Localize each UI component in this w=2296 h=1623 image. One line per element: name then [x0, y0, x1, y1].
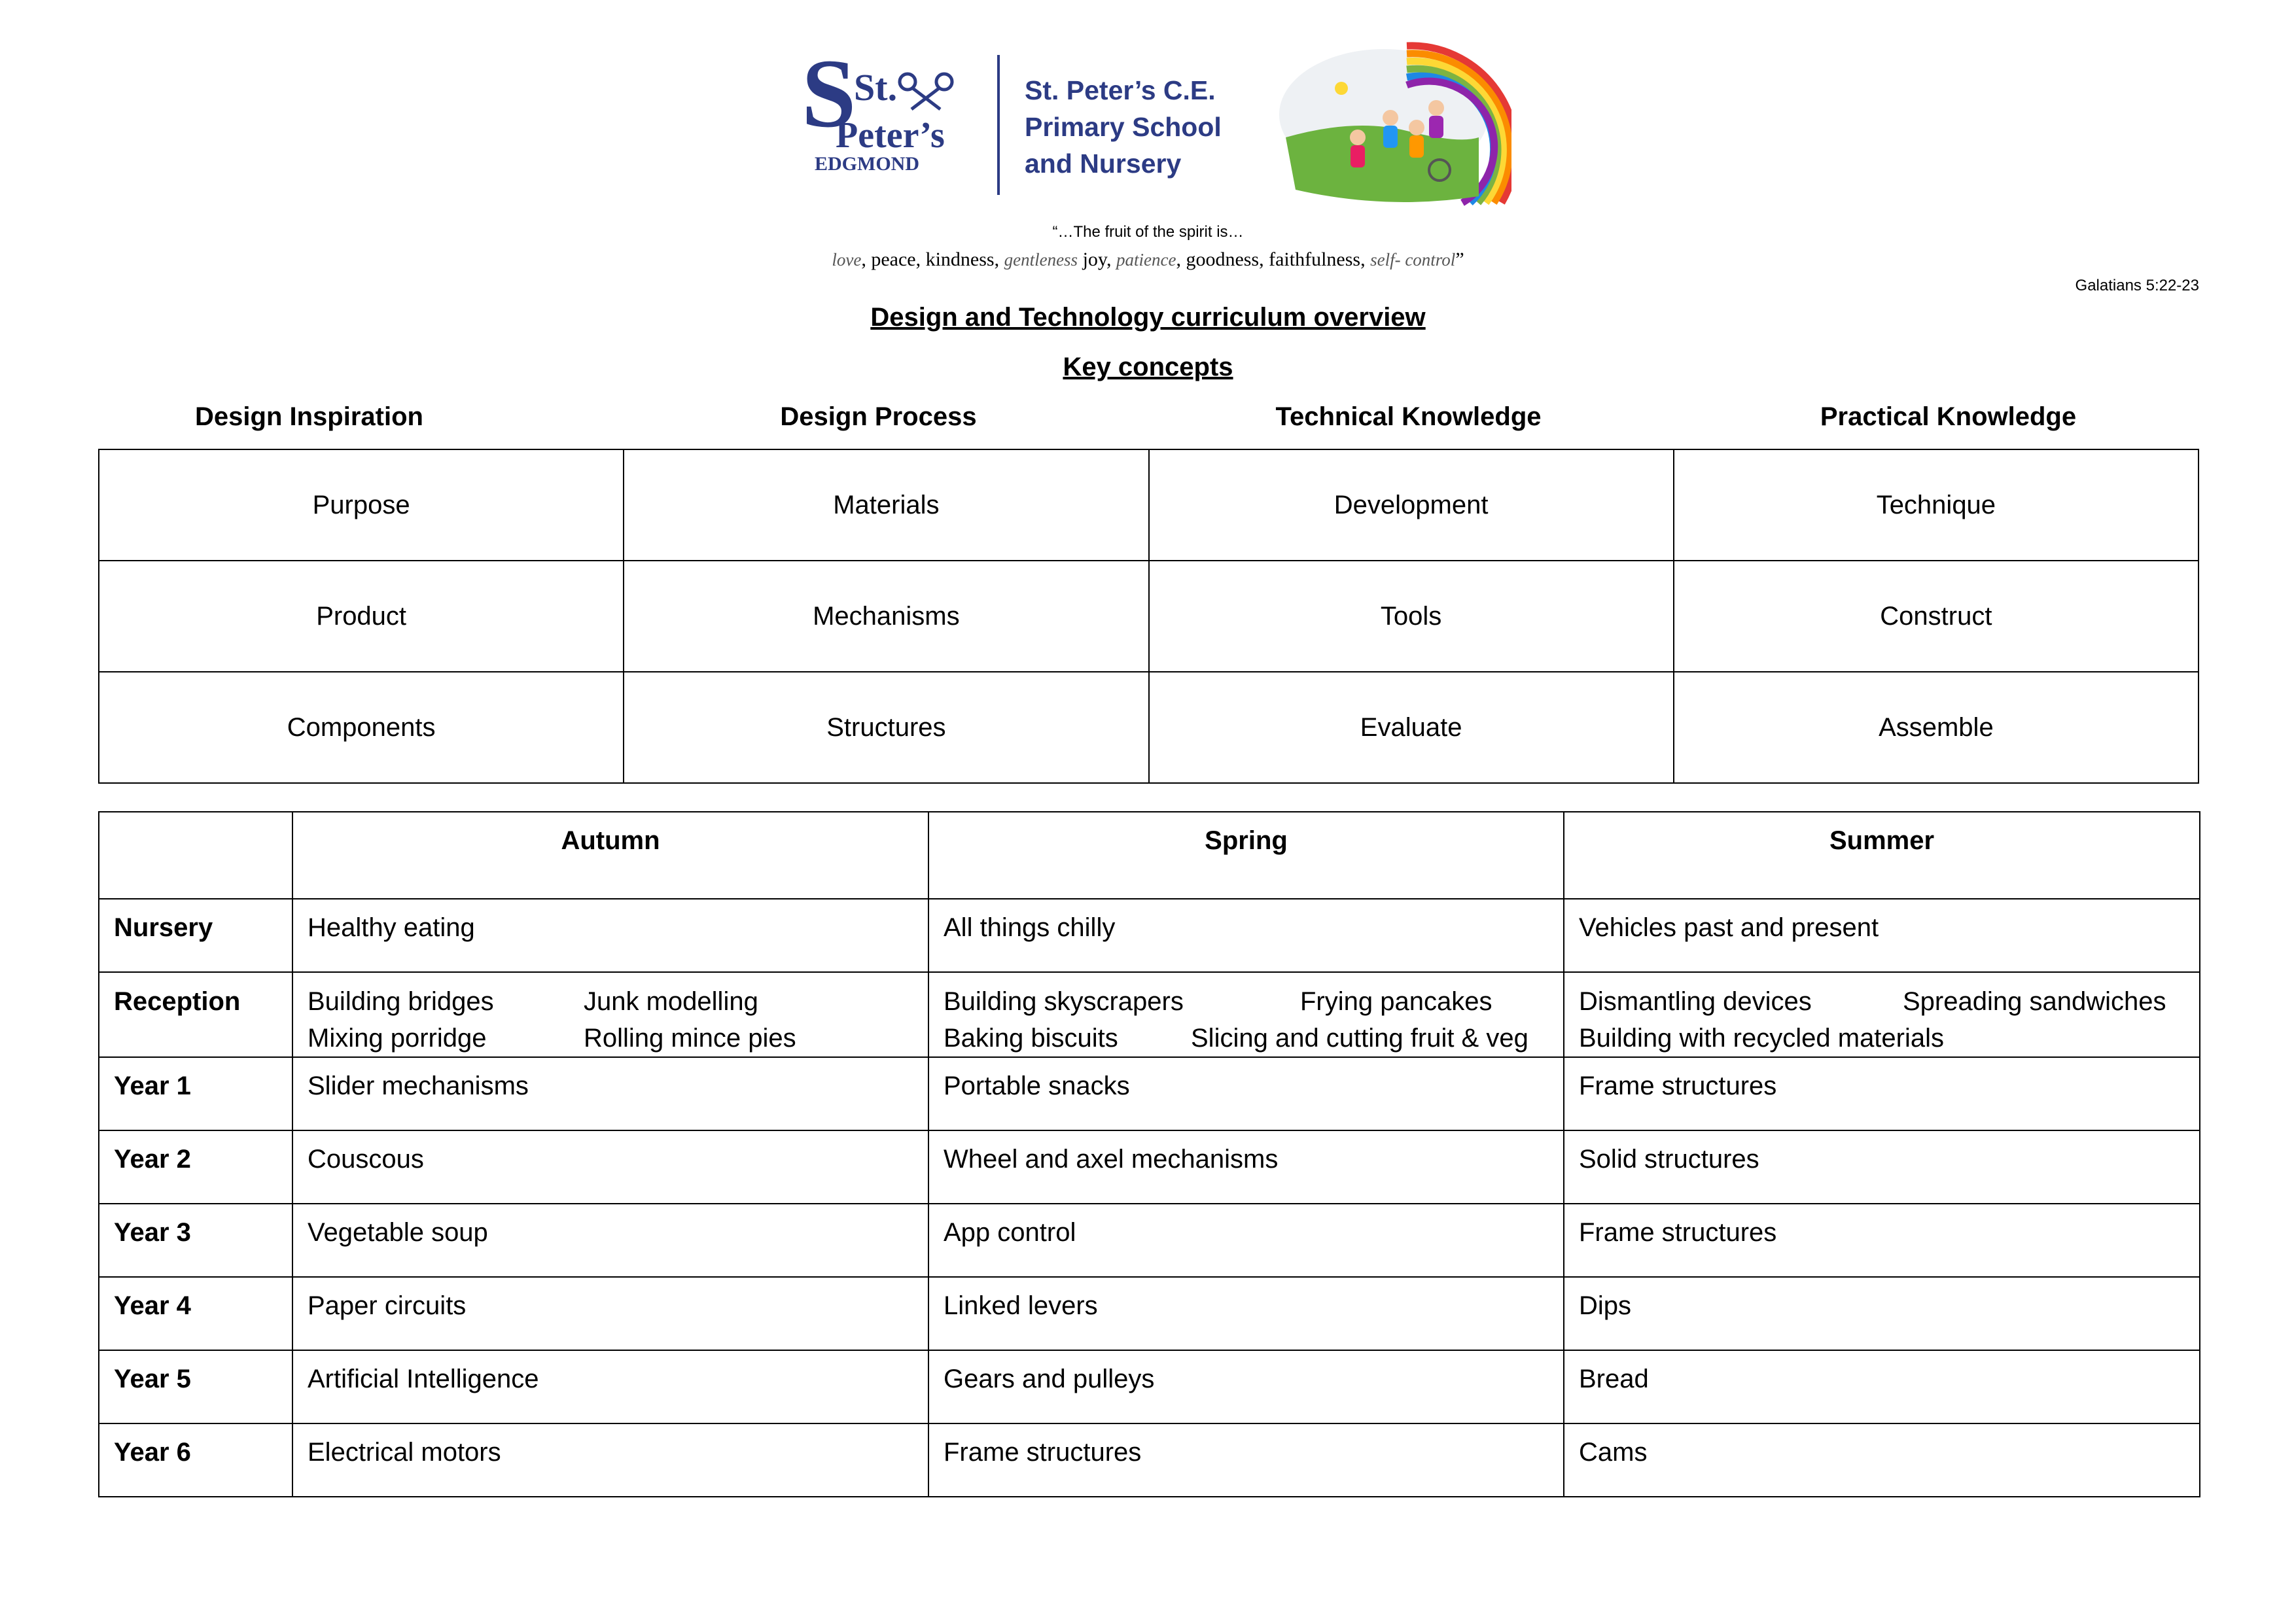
concept-cell: Development — [1149, 449, 1674, 561]
children-rainbow-illustration — [1276, 39, 1511, 211]
spring-cell: App control — [928, 1204, 1564, 1277]
logo-text-st: St. — [854, 66, 898, 109]
year-label: Year 1 — [99, 1057, 292, 1130]
cell-line — [1579, 1020, 2186, 1056]
concept-cell: Evaluate — [1149, 672, 1674, 783]
quote-part: self- control — [1370, 250, 1456, 270]
concept-cell: Tools — [1149, 561, 1674, 672]
concept-heading-practical-knowledge: Practical Knowledge — [1820, 402, 2077, 431]
autumn-cell: Paper circuits — [292, 1277, 928, 1350]
header-cell-empty — [99, 812, 292, 899]
spring-cell — [928, 972, 1564, 1057]
spring-cell: All things chilly — [928, 899, 1564, 972]
cell-line — [944, 983, 1550, 1020]
header-cell-spring: Spring — [928, 812, 1564, 899]
school-name-line-1: St. Peter’s C.E. — [1025, 75, 1216, 105]
year-label: Nursery — [99, 899, 292, 972]
concepts-row — [99, 449, 2199, 561]
summer-cell: Vehicles past and present — [1564, 899, 2200, 972]
cell-item: Baking biscuits — [944, 1024, 1118, 1053]
autumn-cell: Artificial Intelligence — [292, 1350, 928, 1423]
school-name-line-2: Primary School — [1025, 112, 1222, 142]
cell-item: Slicing and cutting fruit & veg — [1191, 1024, 1528, 1053]
cell-item: Rolling mince pies — [584, 1024, 796, 1053]
concept-cell: Components — [99, 672, 624, 783]
year-label: Year 6 — [99, 1423, 292, 1497]
table-row — [99, 1423, 2200, 1497]
table-row — [99, 1350, 2200, 1423]
st-peters-logo — [788, 36, 965, 183]
school-name-line-3: and Nursery — [1025, 148, 1182, 179]
year-label: Year 3 — [99, 1204, 292, 1277]
summer-cell — [1564, 972, 2200, 1057]
concept-cell: Purpose — [99, 449, 624, 561]
section-title-key-concepts: Key concepts — [1063, 353, 1233, 381]
concepts-row — [99, 561, 2199, 672]
cell-item: Building bridges — [308, 987, 494, 1016]
terms-header-row — [99, 812, 2200, 899]
summer-cell: Bread — [1564, 1350, 2200, 1423]
summer-cell: Frame structures — [1564, 1204, 2200, 1277]
concept-cell: Structures — [624, 672, 1148, 783]
table-row — [99, 1130, 2200, 1204]
key-concepts-table — [98, 449, 2199, 784]
year-label: Reception — [99, 972, 292, 1057]
bible-citation: Galatians 5:22-23 — [2075, 277, 2199, 294]
table-row — [99, 1057, 2200, 1130]
term-overview-table — [98, 811, 2200, 1497]
cell-item: Building with recycled materials — [1579, 1024, 1945, 1053]
quote-part: gentleness — [1004, 250, 1078, 270]
concept-heading-design-process: Design Process — [780, 402, 977, 431]
summer-cell: Dips — [1564, 1277, 2200, 1350]
cell-line — [1579, 983, 2186, 1020]
table-row — [99, 972, 2200, 1057]
quote-part: ” — [1455, 249, 1464, 270]
concept-cell: Materials — [624, 449, 1148, 561]
logo-letter-s: S — [802, 39, 857, 148]
year-label: Year 4 — [99, 1277, 292, 1350]
spring-cell: Wheel and axel mechanisms — [928, 1130, 1564, 1204]
quote-part: , goodness, faithfulness, — [1176, 249, 1371, 270]
cell-line — [944, 1020, 1550, 1056]
autumn-cell: Vegetable soup — [292, 1204, 928, 1277]
concept-cell: Assemble — [1674, 672, 2199, 783]
concept-heading-design-inspiration: Design Inspiration — [195, 402, 423, 431]
autumn-cell: Slider mechanisms — [292, 1057, 928, 1130]
year-label: Year 2 — [99, 1130, 292, 1204]
table-row — [99, 899, 2200, 972]
cell-item: Dismantling devices — [1579, 987, 1812, 1016]
quote-line-2 — [0, 247, 2296, 272]
quote-part: , peace, kindness, — [861, 249, 1004, 270]
spring-cell: Linked levers — [928, 1277, 1564, 1350]
concept-cell: Mechanisms — [624, 561, 1148, 672]
autumn-cell: Healthy eating — [292, 899, 928, 972]
quote-line-1: “…The fruit of the spirit is… — [1052, 223, 1244, 241]
summer-cell: Frame structures — [1564, 1057, 2200, 1130]
concept-cell: Construct — [1674, 561, 2199, 672]
logo-divider — [997, 55, 1000, 195]
cell-item: Spreading sandwiches — [1903, 987, 2166, 1016]
header-cell-summer: Summer — [1564, 812, 2200, 899]
summer-cell: Cams — [1564, 1423, 2200, 1497]
crossed-keys-icon — [900, 74, 952, 109]
logo-text-peters: Peter’s — [836, 115, 945, 156]
concept-heading-technical-knowledge: Technical Knowledge — [1275, 402, 1542, 431]
logo-text-edgmond: EDGMOND — [815, 153, 919, 175]
summer-cell: Solid structures — [1564, 1130, 2200, 1204]
cell-item: Frying pancakes — [1300, 987, 1492, 1016]
table-row — [99, 1277, 2200, 1350]
quote-part: love — [832, 250, 862, 270]
sun-icon — [1335, 82, 1348, 95]
autumn-cell: Electrical motors — [292, 1423, 928, 1497]
cell-line — [308, 1020, 915, 1056]
concept-cell: Technique — [1674, 449, 2199, 561]
spring-cell: Frame structures — [928, 1423, 1564, 1497]
quote-part: joy — [1078, 249, 1106, 270]
year-label: Year 5 — [99, 1350, 292, 1423]
table-row — [99, 1204, 2200, 1277]
concept-cell: Product — [99, 561, 624, 672]
quote-part: patience — [1116, 250, 1176, 270]
cell-line — [308, 983, 915, 1020]
cell-item: Building skyscrapers — [944, 987, 1184, 1016]
concepts-row — [99, 672, 2199, 783]
cell-item: Mixing porridge — [308, 1024, 487, 1053]
spring-cell: Gears and pulleys — [928, 1350, 1564, 1423]
document-title: Design and Technology curriculum overview — [870, 303, 1426, 332]
header-cell-autumn: Autumn — [292, 812, 928, 899]
cell-item: Junk modelling — [584, 987, 758, 1016]
school-name — [1025, 72, 1241, 182]
quote-part: , — [1106, 249, 1116, 270]
autumn-cell: Couscous — [292, 1130, 928, 1204]
autumn-cell — [292, 972, 928, 1057]
spring-cell: Portable snacks — [928, 1057, 1564, 1130]
